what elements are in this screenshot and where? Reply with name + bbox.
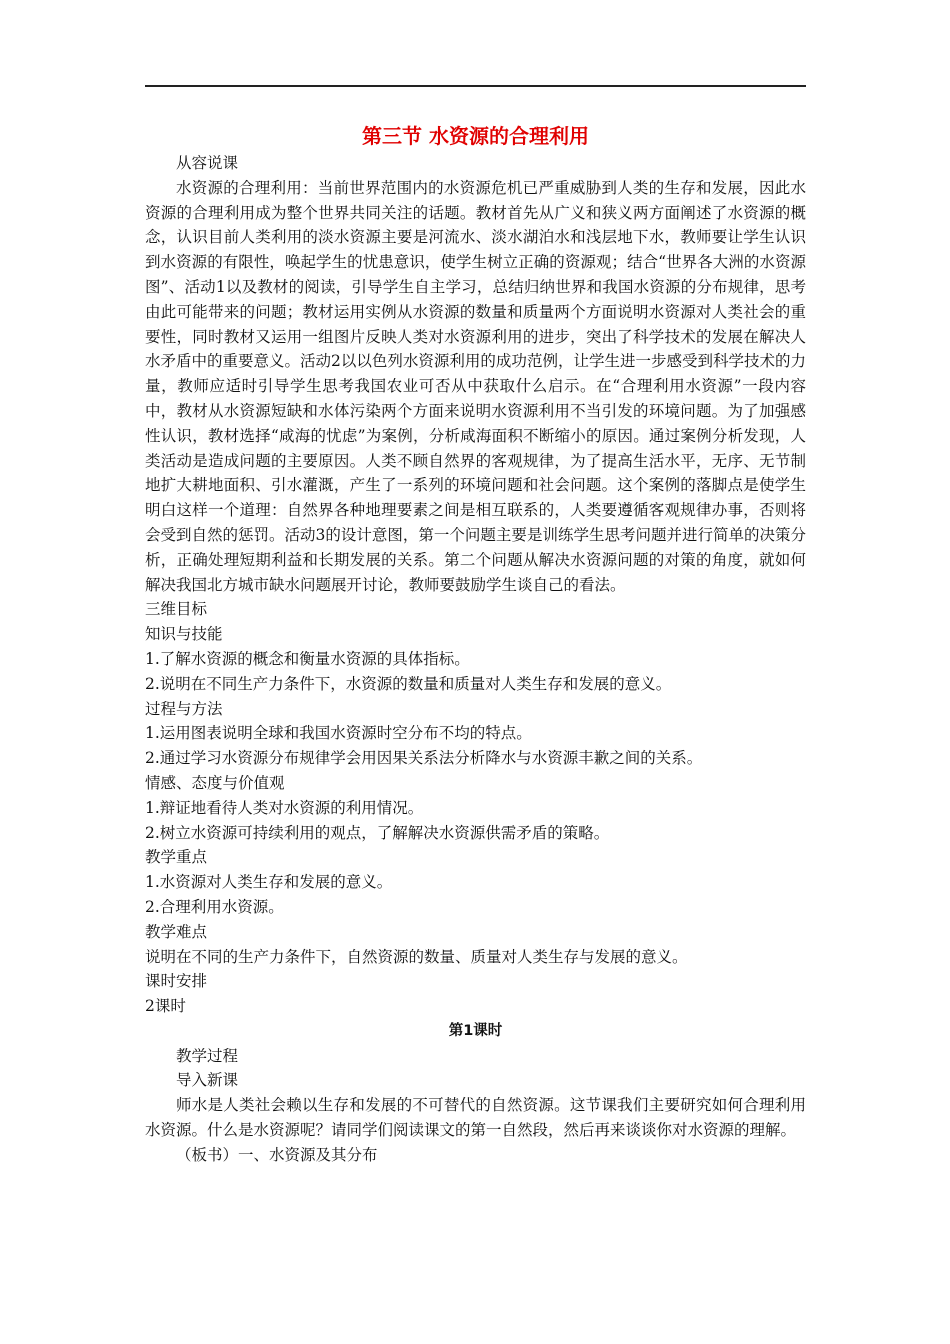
section-title: 第三节 水资源的合理利用 [362, 124, 589, 148]
values-item: 2.树立水资源可持续利用的观点，了解解决水资源供需矛盾的策略。 [145, 823, 610, 842]
process-heading: 过程与方法 [145, 699, 223, 718]
board-note: （板书）一、水资源及其分布 [176, 1145, 378, 1164]
objectives-heading: 三维目标 [145, 600, 208, 619]
values-heading: 情感、态度与价值观 [145, 773, 285, 792]
subtitle: 从容说课 [176, 154, 239, 172]
teacher-paragraph: 师水是人类社会赖以生存和发展的不可替代的自然资源。这节课我们主要研究如何合理利用水资源。什么是水资源呢？请同学们阅读课文的第一自然段，然后再来谈谈你对水资源的理解。 [145, 1096, 806, 1140]
process-item: 2.通过学习水资源分布规律学会用因果关系法分析降水与水资源丰歉之间的关系。 [145, 749, 703, 768]
difficulty-heading: 教学难点 [145, 922, 208, 941]
knowledge-heading: 知识与技能 [145, 625, 223, 644]
process-section-heading: 教学过程 [176, 1046, 239, 1065]
header-rule [145, 85, 806, 87]
key-points-heading: 教学重点 [145, 848, 208, 867]
values-item: 1.辩证地看待人类对水资源的利用情况。 [145, 798, 424, 817]
document-body [145, 151, 806, 1168]
lesson-heading: 第1课时 [448, 1022, 503, 1039]
knowledge-item: 1.了解水资源的概念和衡量水资源的具体指标。 [145, 649, 470, 668]
schedule-heading: 课时安排 [145, 972, 208, 991]
intro-section-heading: 导入新课 [176, 1071, 239, 1090]
intro-paragraph: 水资源的合理利用：当前世界范围内的水资源危机已严重威胁到人类的生存和发展，因此水资源的合理利用成为整个世界共同关注的话题。教材首先从广义和狭义两方面阐述了水资源的概念，认识目前人类利用的淡水资源主要是河流水、淡水湖泊水和浅层地下水，教师要让学生认识到水资源的有限性，唤起学生的忧患意识，使学生树立正确的资源观；结合“世界各大洲的水资源图”、活动1以及教材的阅读，引导学生自主学习，总结归纳世界和我国水资源的分布规律，思考由此可能带来的问题；教材运用实例从水资源的数量和质量两个方面说明水资源对人类社会的重要性，同时教材又运用一组图片反映人类对水资源利用的进步，突出了科学技术的发展在解决人水矛盾中的重要意义。活动2以以色列水资源利用的成功范例，让学生进一步感受到科学技术的力量，教师应适时引导学生思考我国农业可否从中获取什么启示。在“合理利用水资源”一段内容中，教材从水资源短缺和水体污染两个方面来说明水资源利用不当引发的环境问题。为了加强感性认识，教材选择“咸海的忧虑”为案例，分析咸海面积不断缩小的原因。通过案例分析发现，人类活动是造成问题的主要原因。人类不顾自然界的客观规律，为了提高生活水平，无序、无节制地扩大耕地面积、引水灌溉，产生了一系列的环境问题和社会问题。这个案例的落脚点是使学生明白这样一个道理：自然界各种地理要素之间是相互联系的，人类要遵循客观规律办事，否则将会受到自然的惩罚。活动3的设计意图，第一个问题主要是训练学生思考问题并进行简单的决策分析，正确处理短期利益和长期发展的关系。第二个问题从解决水资源问题的对策的角度，就如何解决我国北方城市缺水问题展开讨论，教师要鼓励学生谈自己的看法。 [145, 178, 806, 594]
difficulty-text: 说明在不同的生产力条件下，自然资源的数量、质量对人类生存与发展的意义。 [145, 947, 688, 966]
key-point-item: 1.水资源对人类生存和发展的意义。 [145, 873, 393, 892]
process-item: 1.运用图表说明全球和我国水资源时空分布不均的特点。 [145, 724, 532, 743]
schedule-text: 2课时 [145, 997, 186, 1016]
knowledge-item: 2.说明在不同生产力条件下，水资源的数量和质量对人类生存和发展的意义。 [145, 674, 672, 693]
key-point-item: 2.合理利用水资源。 [145, 897, 284, 916]
